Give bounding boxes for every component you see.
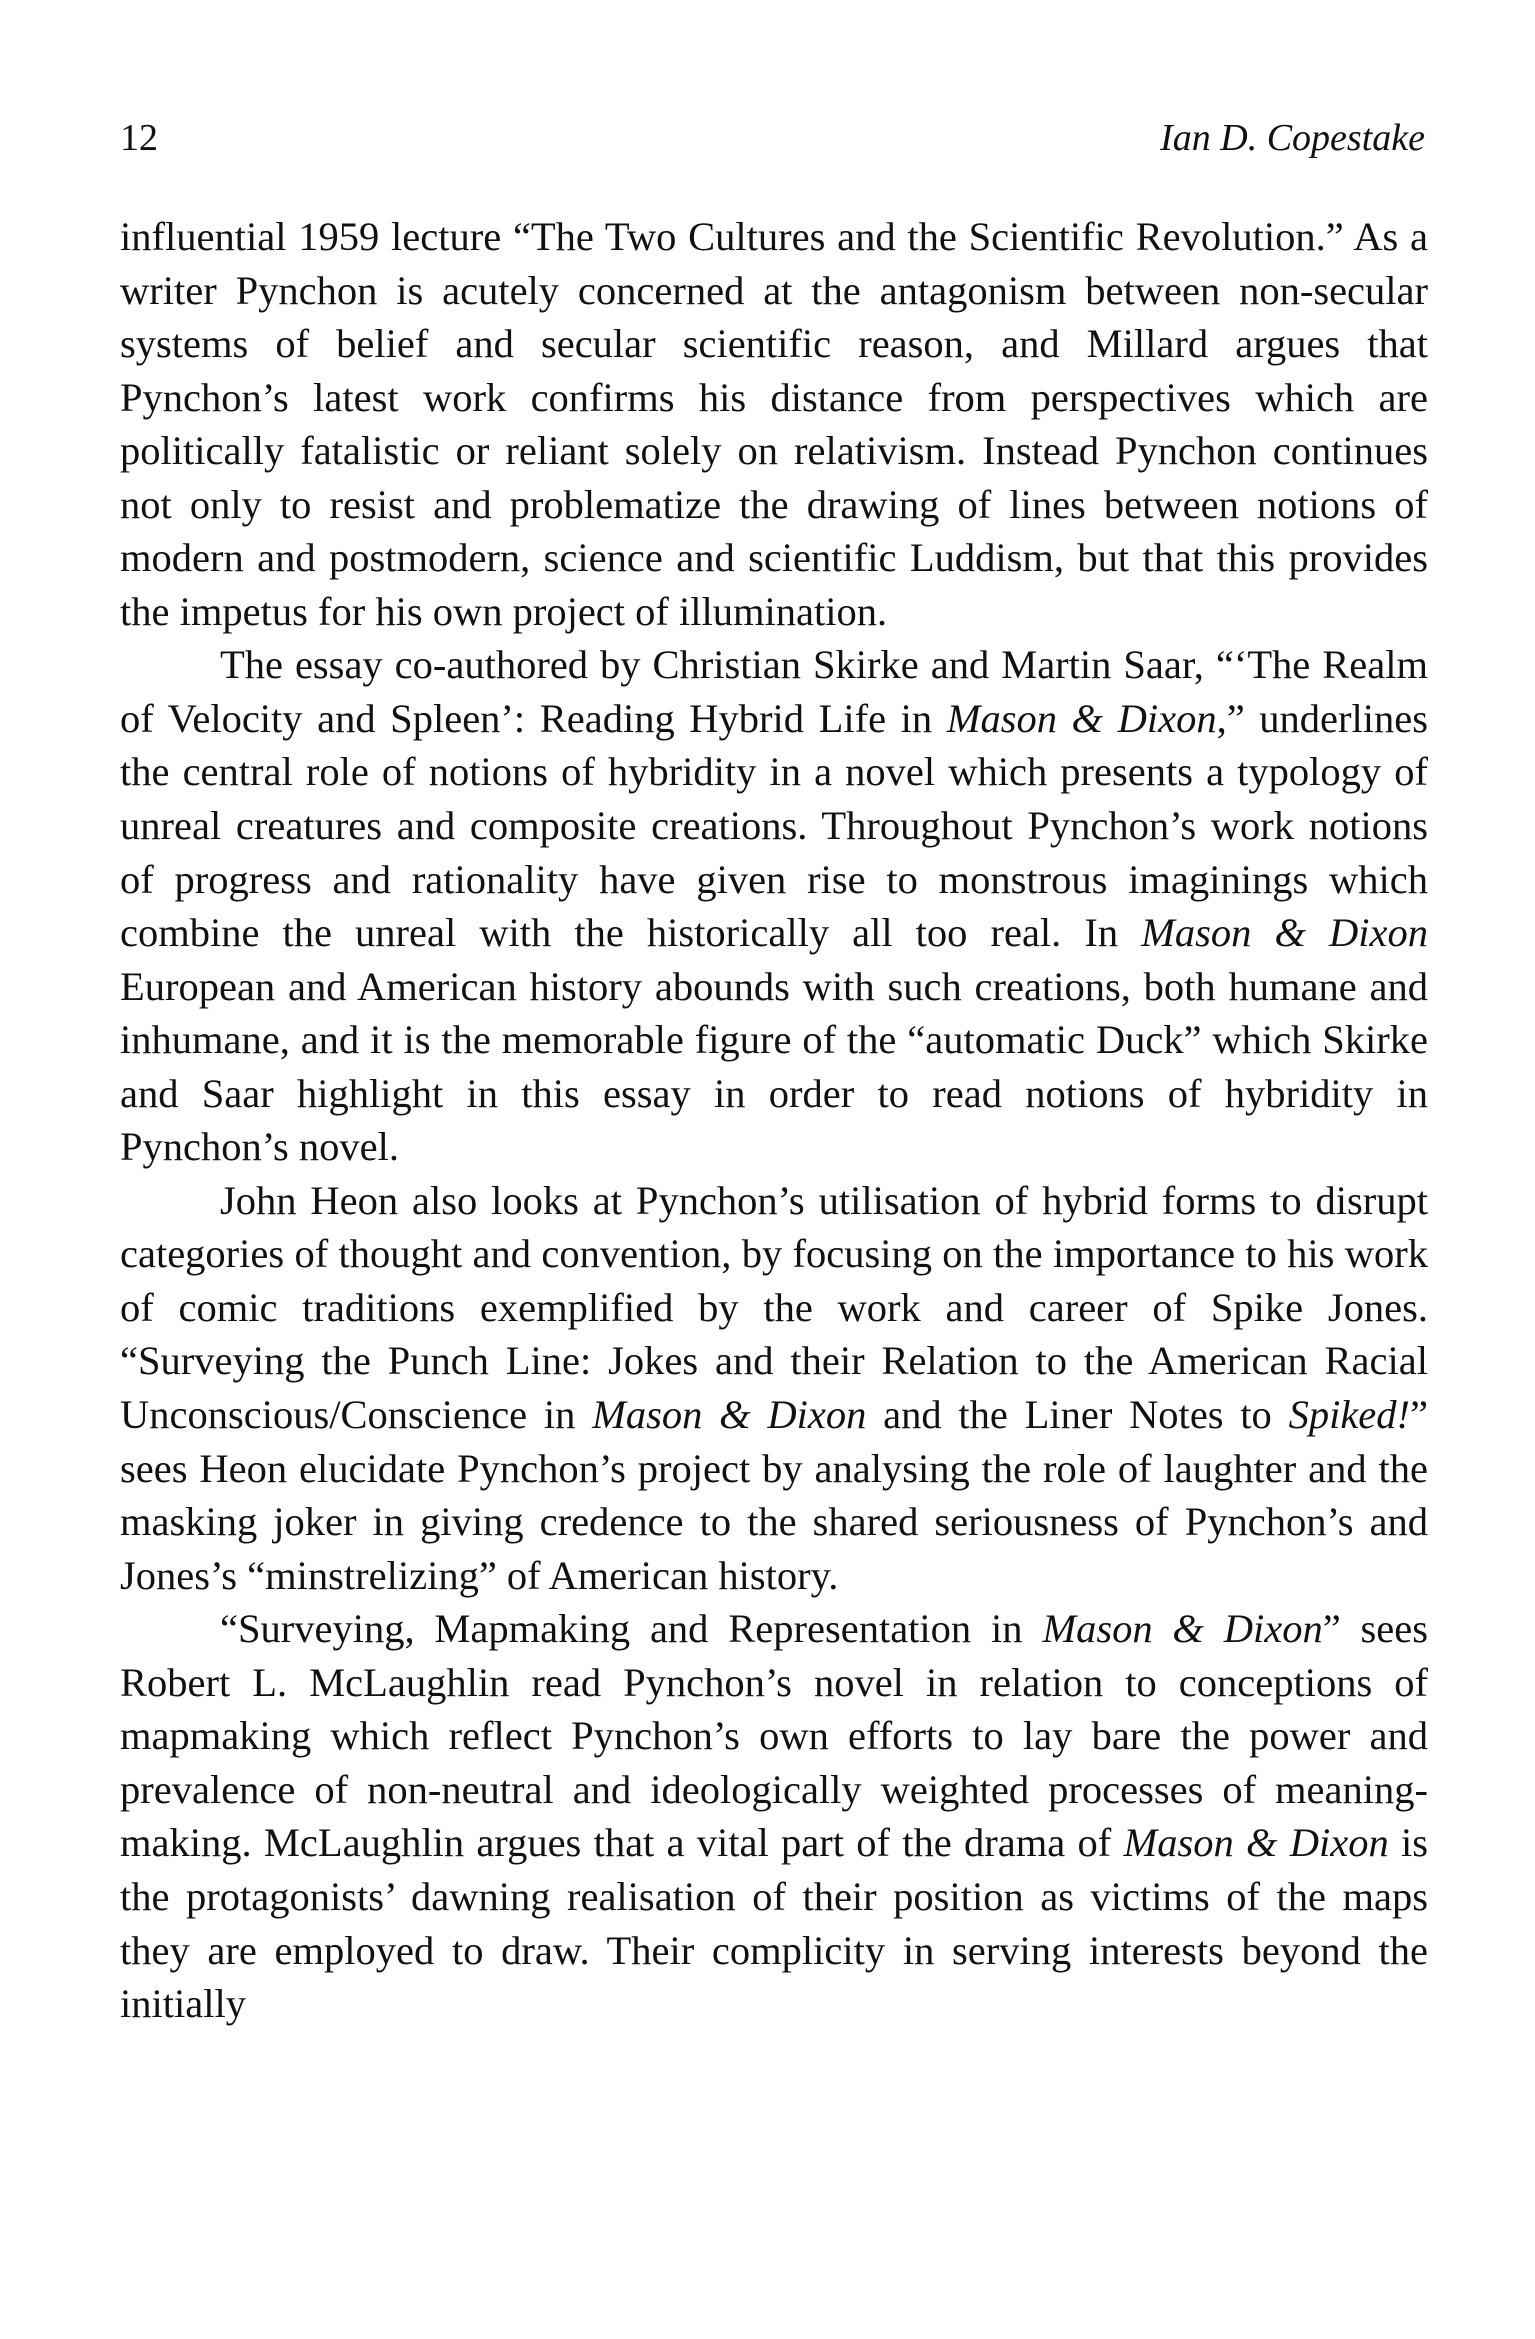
text-run: ,” underlines the central role of notions of hybridity in a novel which presents a typology of unreal creatures and composite creations. Throughout Pynchon’s work notions of progress and rationality have given rise to monstrous imaginings which combine the unreal with the historically all too real. In (120, 695, 1428, 956)
body-paragraph (120, 1174, 1428, 1602)
text-run: influential 1959 lecture “The Two Cultures and the Scientific Revolution.” As a writer Pynchon is acutely concerned at the antagonism between non-secular systems of belief and secular scientific reason, and Millard argues that Pynchon’s latest work confirms his distance from perspectives which are politically fatalistic or reliant solely on relativism. Instead Pynchon continues not only to resist and problematize the drawing of lines between notions of modern and postmodern, science and scientific Luddism, but that this provides the impetus for his own project of illumination. (120, 214, 1428, 634)
text-run: ” sees Heon elucidate Pynchon’s project by analysing the role of laughter and the masking joker in giving credence to the shared seriousness of Pynchon’s and Jones’s “minstrelizing” of American history. (120, 1392, 1428, 1598)
text-run: ” sees Robert L. McLaughlin read Pynchon’s novel in relation to conceptions of mapmaking which reflect Pynchon’s own efforts to lay bare the power and prevalence of non-neutral and ideologically weighted processes of meaning-making. McLaughlin argues that a vital part of the drama of (120, 1606, 1428, 1866)
italic-title-run: Mason & Dixon (1042, 1606, 1323, 1652)
body-paragraph (120, 638, 1428, 1173)
italic-title-run: Spiked! (1288, 1392, 1411, 1438)
body-paragraph (120, 210, 1428, 638)
text-run: The essay co-authored by Christian Skirke and Martin Saar, “‘The Realm of Velocity and Spleen’: Reading Hybrid Life in (120, 642, 1428, 741)
italic-title-run: Mason & Dixon (1123, 1820, 1389, 1866)
body-text (120, 210, 1428, 2031)
text-run: John Heon also looks at Pynchon’s utilisation of hybrid forms to disrupt categories of thought and convention, by focusing on the importance to his work of comic traditions exemplified by the work and career of Spike Jones. “Surveying the Punch Line: Jokes and their Relation to the American Racial Unconscious/Conscience in (120, 1177, 1428, 1438)
italic-title-run: Mason & Dixon (946, 695, 1217, 741)
text-run: is the protagonists’ dawning realisation of their position as victims of the maps they are employed to draw. Their complicity in serving interests beyond the initially (120, 1820, 1429, 2027)
italic-title-run: Mason & Dixon (1141, 910, 1428, 956)
running-head-author: Ian D. Copestake (1160, 117, 1425, 159)
body-paragraph (120, 1602, 1428, 2030)
running-head (120, 112, 1425, 164)
text-run: “Surveying, Mapmaking and Representation in (220, 1606, 1043, 1652)
page-number: 12 (120, 117, 158, 159)
text-run: European and American history abounds with such creations, both humane and inhumane, and it is the memorable figure of the “automatic Duck” which Skirke and Saar highlight in this essay in order to read notions of hybridity in Pynchon’s novel. (120, 963, 1428, 1170)
italic-title-run: Mason & Dixon (592, 1392, 867, 1438)
text-run: and the Liner Notes to (866, 1392, 1289, 1438)
